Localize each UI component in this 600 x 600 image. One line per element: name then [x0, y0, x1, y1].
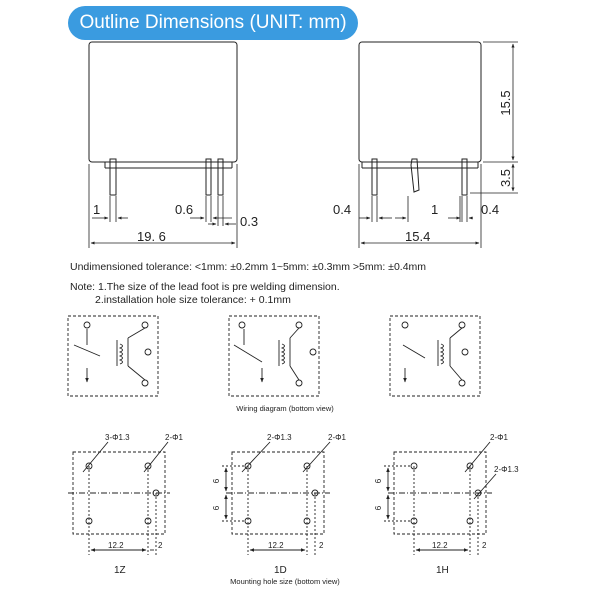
mount-1z-dim-right: 2	[158, 541, 163, 550]
side-relay-body	[359, 42, 481, 162]
mount-1d-hole-a: 2-Φ1.3	[267, 433, 292, 442]
front-lead-mid	[206, 159, 211, 195]
mount-1h-hole-a: 2-Φ1	[490, 433, 508, 442]
mount-1h	[384, 442, 496, 555]
front-relay-body	[89, 42, 237, 162]
side-lead-right	[462, 159, 467, 195]
front-view	[89, 42, 237, 248]
side-dim-right-offset: 0.4	[481, 202, 500, 217]
tolerance-text: Undimensioned tolerance: <1mm: ±0.2mm 1~5mm: ±0.3mm >5mm: ±0.4mm	[70, 261, 427, 273]
mount-1z-hole-b: 2-Φ1	[165, 433, 183, 442]
mount-1d-dim-width: 12.2	[268, 541, 284, 550]
mount-1d-dim-side-top: 6	[212, 478, 221, 484]
mount-1z-name: 1Z	[114, 565, 126, 576]
mount-1z	[68, 442, 170, 555]
front-dim-length: 19. 6	[137, 229, 166, 244]
wiring-1h	[390, 316, 480, 396]
mount-1h-hole-b: 2-Φ1.3	[494, 465, 519, 474]
mount-1z-dim-width: 12.2	[108, 541, 124, 550]
side-lead-left	[372, 159, 377, 195]
mount-1d	[222, 442, 330, 555]
side-dim-width: 15.4	[405, 229, 431, 244]
wiring-caption: Wiring diagram (bottom view)	[236, 404, 334, 413]
wiring-1z	[68, 316, 158, 396]
mount-1d-hole-b: 2-Φ1	[328, 433, 346, 442]
mount-1z-hole-a: 3-Φ1.3	[105, 433, 130, 442]
wiring-1d	[229, 316, 319, 396]
mount-1d-dim-right: 2	[319, 541, 324, 550]
side-lead-mid	[411, 159, 419, 192]
note-line-2: 2.installation hole size tolerance: + 0.1mm	[95, 294, 291, 306]
side-dim-height: 15.5	[498, 90, 513, 116]
side-dim-lead-length: 3.5	[498, 168, 513, 188]
front-lead-left	[110, 159, 116, 195]
front-dim-lead-thickness: 0.3	[240, 214, 259, 229]
page-title: Outline Dimensions (UNIT: mm)	[68, 6, 358, 40]
mount-1h-dim-width: 12.2	[432, 541, 448, 550]
side-view	[359, 42, 518, 248]
mount-1d-dim-side-bottom: 6	[212, 505, 221, 511]
front-dim-lead-width: 1	[93, 202, 101, 217]
mount-1h-dim-side-bottom: 6	[374, 505, 383, 511]
front-dim-pitch: 0.6	[175, 202, 194, 217]
mount-1h-dim-side-top: 6	[374, 478, 383, 484]
note-line-1: Note: 1.The size of the lead foot is pre welding dimension.	[70, 281, 340, 293]
side-dim-pitch: 1	[431, 202, 439, 217]
side-dim-left-offset: 0.4	[333, 202, 352, 217]
front-lead-right	[218, 159, 223, 195]
mounting-caption: Mounting hole size (bottom view)	[230, 577, 340, 586]
mount-1h-dim-right: 2	[482, 541, 487, 550]
mount-1d-name: 1D	[274, 565, 287, 576]
mount-1h-name: 1H	[436, 565, 449, 576]
